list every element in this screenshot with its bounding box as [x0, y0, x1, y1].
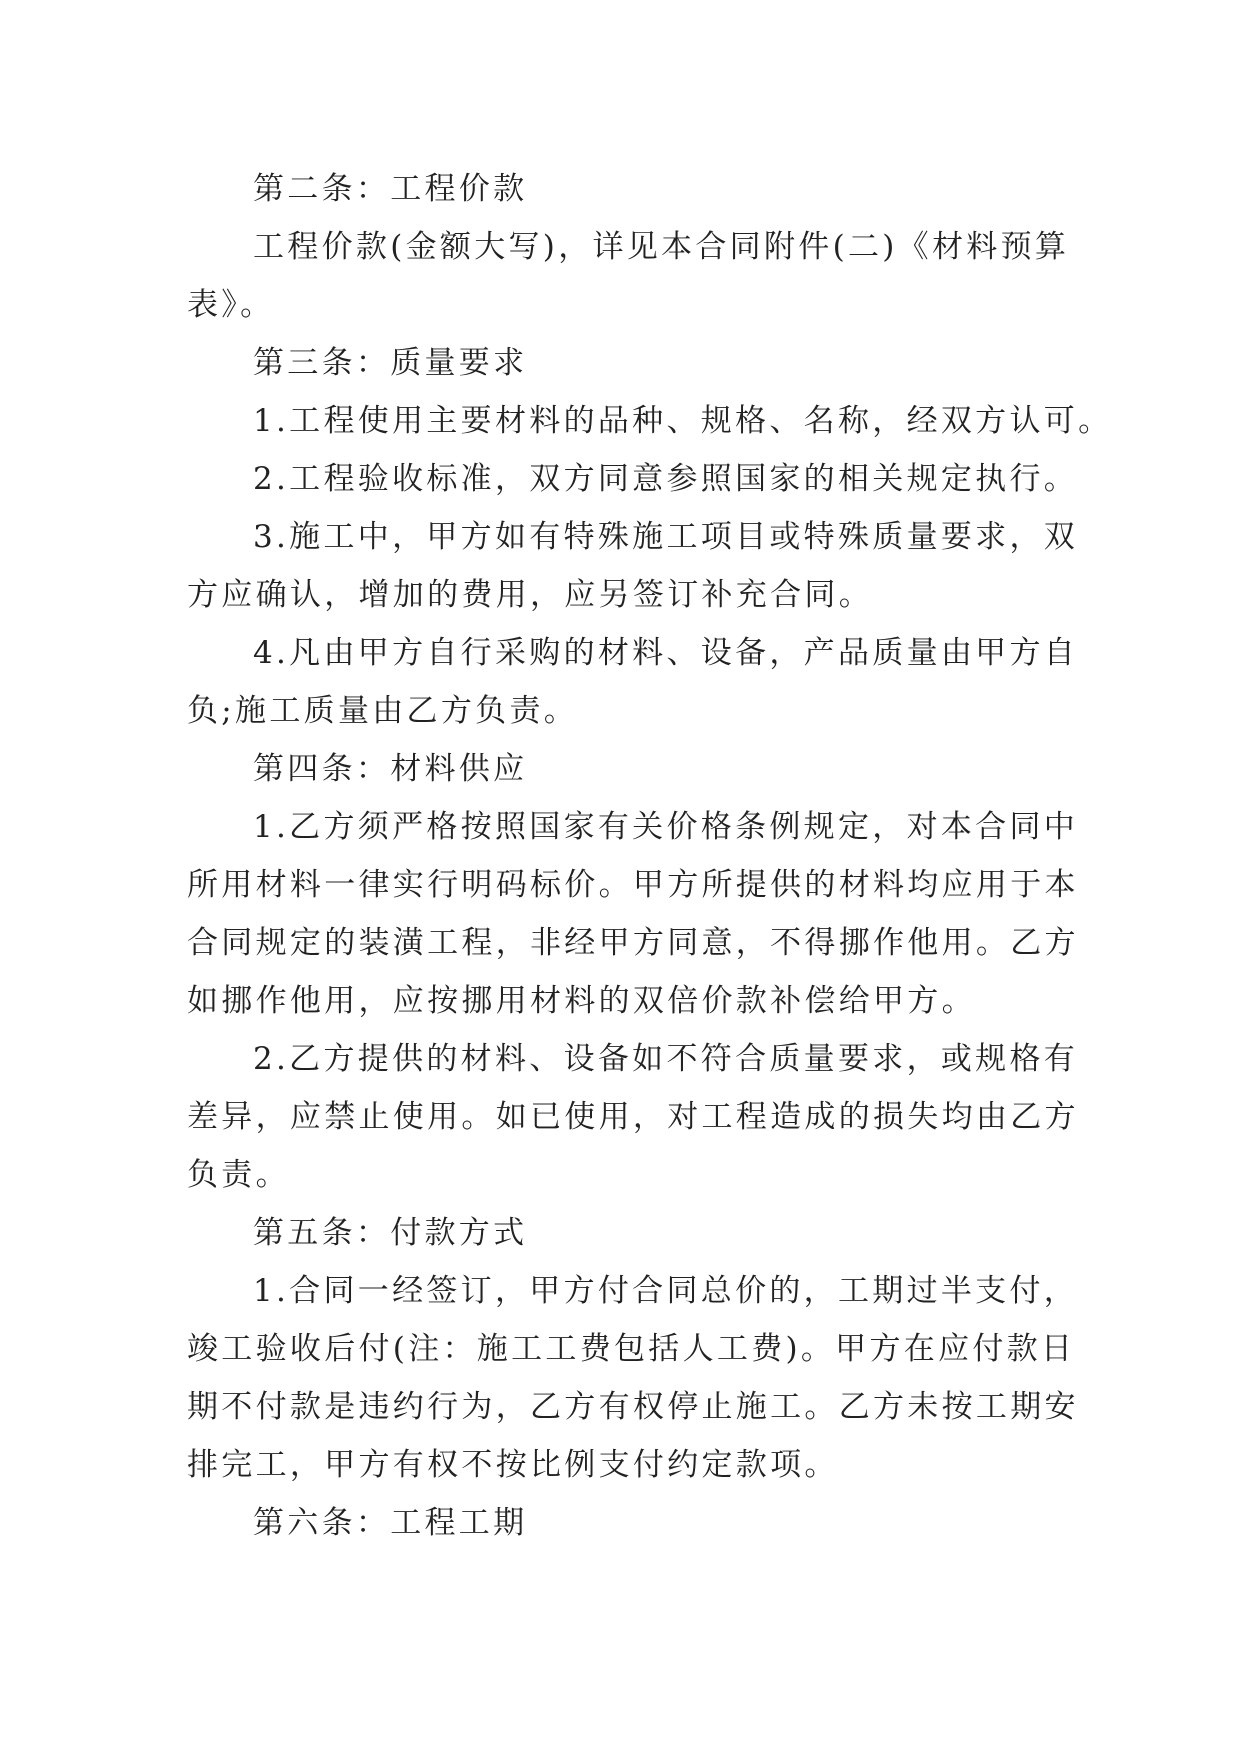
- section-heading-payment: 第五条：付款方式: [253, 1215, 528, 1251]
- paragraph-line: 所用材料一律实行明码标价。甲方所提供的材料均应用于本: [187, 867, 1079, 903]
- section-heading-quality: 第三条：质量要求: [253, 345, 528, 381]
- paragraph-line: 如挪作他用，应按挪用材料的双倍价款补偿给甲方。: [187, 983, 976, 1019]
- paragraph-line: 竣工验收后付(注：施工工费包括人工费)。甲方在应付款日: [187, 1331, 1076, 1367]
- paragraph-line: 3.施工中，甲方如有特殊施工项目或特殊质量要求，双: [253, 519, 1079, 555]
- paragraph-line: 方应确认，增加的费用，应另签订补充合同。: [187, 577, 873, 613]
- document-body: [187, 160, 1113, 1552]
- paragraph-line: 负责。: [187, 1157, 290, 1193]
- paragraph-line: 1.乙方须严格按照国家有关价格条例规定，对本合同中: [253, 809, 1079, 845]
- paragraph-line: 工程价款(金额大写)，详见本合同附件(二)《材料预算: [253, 229, 1070, 265]
- section-heading-materials: 第四条：材料供应: [253, 751, 528, 787]
- paragraph-line: 4.凡由甲方自行采购的材料、设备，产品质量由甲方自: [253, 635, 1079, 671]
- section-heading-price: 第二条：工程价款: [253, 171, 528, 207]
- paragraph-line: 负;施工质量由乙方负责。: [187, 693, 579, 729]
- paragraph-line: 表》。: [187, 287, 275, 323]
- paragraph-line: 合同规定的装潢工程，非经甲方同意，不得挪作他用。乙方: [187, 925, 1079, 961]
- paragraph-line: 排完工，甲方有权不按比例支付约定款项。: [187, 1447, 839, 1483]
- section-heading-schedule: 第六条：工程工期: [253, 1505, 528, 1541]
- paragraph-line: 期不付款是违约行为，乙方有权停止施工。乙方未按工期安: [187, 1389, 1079, 1425]
- paragraph-line: 1.合同一经签订，甲方付合同总价的，工期过半支付，: [253, 1273, 1079, 1309]
- paragraph-line: 2.乙方提供的材料、设备如不符合质量要求，或规格有: [253, 1041, 1079, 1077]
- paragraph-line: 差异，应禁止使用。如已使用，对工程造成的损失均由乙方: [187, 1099, 1079, 1135]
- paragraph-line: 1.工程使用主要材料的品种、规格、名称，经双方认可。: [253, 403, 1113, 439]
- paragraph-line: 2.工程验收标准，双方同意参照国家的相关规定执行。: [253, 461, 1079, 497]
